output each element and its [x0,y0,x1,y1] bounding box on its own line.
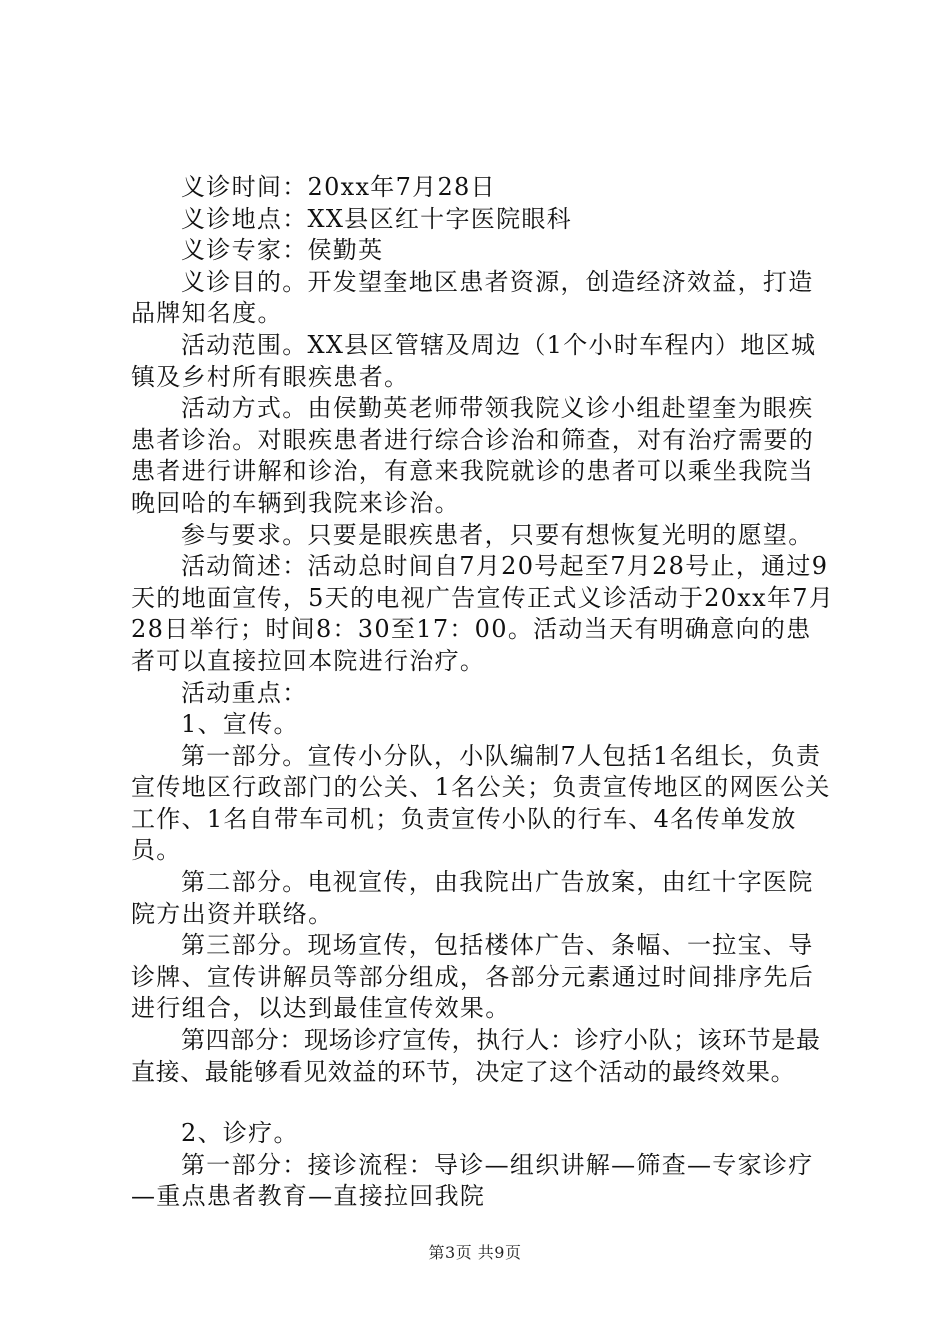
section-publicity-heading: 1、宣传。 [181,710,299,739]
activity-summary: 活动简述：活动总时间自7月20号起至7月28号止，通过9天的地面宣传，5天的电视广告宣传正式义诊活动于20xx年7月28日举行；时间8：30至17：00。活动当天有明确意向的患者可以直接拉回本院进行治疗。 [131,552,835,675]
clinic-purpose: 义诊目的。开发望奎地区患者资源，创造经济效益，打造品牌知名度。 [131,267,814,328]
document-body [131,172,836,1213]
section-treatment-heading: 2、诊疗。 [181,1119,299,1148]
page-number-footer: 第3页 共9页 [428,1243,522,1262]
activity-scope: 活动范围。XX县区管辖及周边（1个小时车程内）地区城镇及乡村所有眼疾患者。 [131,330,817,391]
paragraph-gap [131,1088,836,1118]
publicity-part-three: 第三部分。现场宣传，包括楼体广告、条幅、一拉宝、导诊牌、宣传讲解员等部分组成，各部分元素通过时间排序先后进行组合，以达到最佳宣传效果。 [131,931,815,1023]
publicity-part-two: 第二部分。电视宣传，由我院出广告放案，由红十字医院院方出资并联络。 [131,868,814,928]
treatment-part-one: 第一部分：接诊流程：导诊—组织讲解—筛查—专家诊疗—重点患者教育—直接拉回我院 [131,1150,814,1211]
clinic-expert: 义诊专家：侯勤英 [181,236,384,265]
publicity-part-four: 第四部分：现场诊疗宣传，执行人：诊疗小队；该环节是最直接、最能够看见效益的环节，决定了这个活动的最终效果。 [131,1026,821,1086]
participation-requirement: 参与要求。只要是眼疾患者，只要有想恢复光明的愿望。 [181,520,814,549]
clinic-location: 义诊地点：XX县区红十字医院眼科 [181,204,572,233]
activity-focus-heading: 活动重点： [181,678,308,707]
clinic-time: 义诊时间：20xx年7月28日 [181,173,496,201]
activity-method: 活动方式。由侯勤英老师带领我院义诊小组赴望奎为眼疾患者诊治。对眼疾患者进行综合诊治和筛查，对有治疗需要的患者进行讲解和诊治，有意来我院就诊的患者可以乘坐我院当晚回哈的车辆到我院来诊治。 [131,394,815,517]
publicity-part-one: 第一部分。宣传小分队，小队编制7人包括1名组长，负责宣传地区行政部门的公关、1名公关；负责宣传地区的网医公关工作、1名自带车司机；负责宣传小队的行车、4名传单发放员。 [131,741,831,865]
